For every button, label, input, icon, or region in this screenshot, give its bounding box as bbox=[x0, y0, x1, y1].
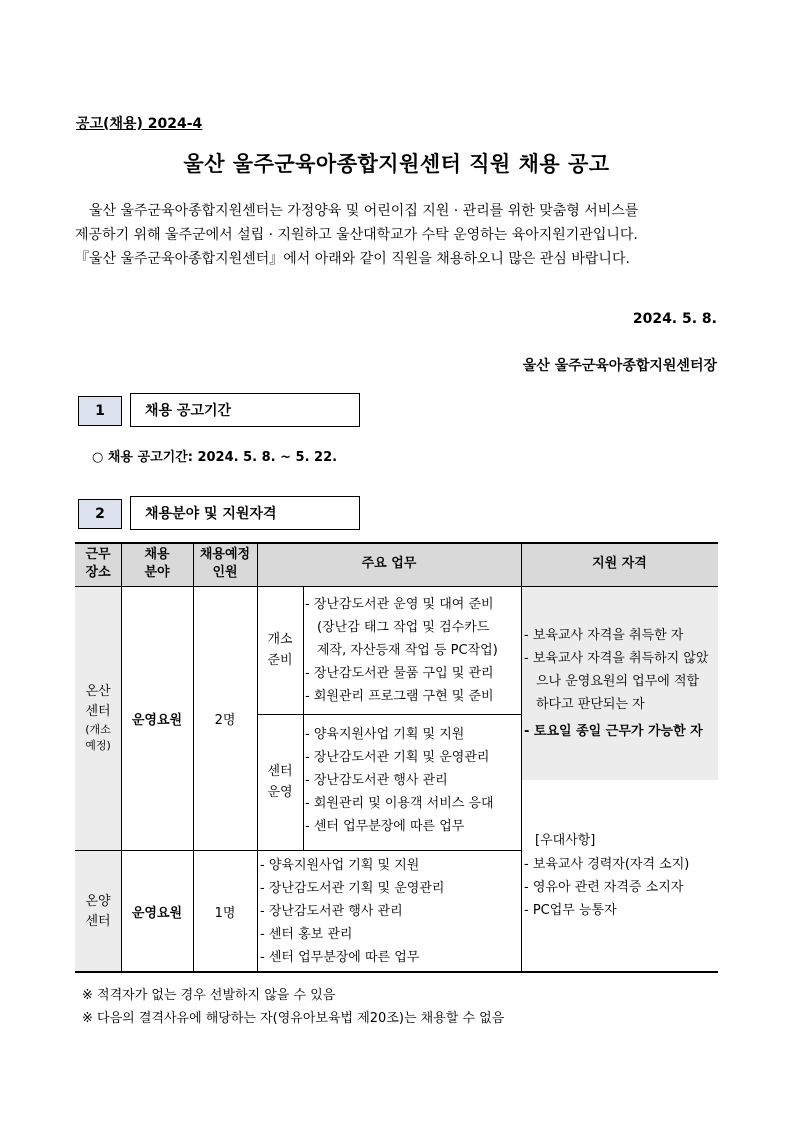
header-duties: 주요 업무 bbox=[257, 542, 521, 586]
duties-onyang bbox=[260, 854, 444, 969]
duty-item: - 장난감도서관 운영 및 대여 준비 bbox=[305, 597, 494, 612]
qual-item: - 영유아 관련 자격증 소지자 bbox=[524, 880, 684, 895]
duty-item: - 센터 홍보 관리 bbox=[260, 927, 353, 942]
table-rule bbox=[193, 542, 194, 973]
duty-item: - 장난감도서관 물품 구입 및 관리 bbox=[305, 666, 494, 681]
section-title: 채용 공고기간 bbox=[130, 393, 360, 427]
footnote: ※ 다음의 결격사유에 해당하는 자(영유아보육법 제20조)는 채용할 수 없음 bbox=[82, 1011, 505, 1026]
table-rule bbox=[121, 542, 122, 973]
table-rule bbox=[521, 542, 522, 973]
footnote: ※ 적격자가 없는 경우 선발하지 않을 수 있음 bbox=[82, 988, 336, 1003]
place-note: 예정) bbox=[85, 739, 111, 752]
issue-date: 2024. 5. 8. bbox=[632, 311, 717, 327]
place-text: 온산 bbox=[85, 684, 111, 699]
subcategory-text: 운영 bbox=[267, 785, 293, 800]
qual-item: - 토요일 종일 근무가 가능한 자 bbox=[524, 724, 703, 739]
subcategory-opening bbox=[257, 586, 303, 714]
qual-item: - 보육교사 경력자(자격 소지) bbox=[524, 857, 690, 872]
count-onsan: 2명 bbox=[214, 712, 236, 728]
duty-item: (장난감 태그 작업 및 검수카드 bbox=[317, 620, 490, 635]
field-onsan: 운영요원 bbox=[131, 712, 183, 728]
recruitment-table bbox=[75, 542, 718, 973]
header-text: 채용 bbox=[144, 547, 170, 562]
header-text: 채용예정 bbox=[199, 547, 251, 562]
table-rule bbox=[257, 542, 258, 973]
place-text: 센터 bbox=[85, 913, 111, 929]
subcategory-text: 준비 bbox=[267, 653, 293, 668]
duty-item: - 장난감도서관 기획 및 운영관리 bbox=[305, 750, 490, 765]
header-text: 장소 bbox=[85, 565, 111, 580]
page-title: 울산 울주군육아종합지원센터 직원 채용 공고 bbox=[183, 152, 610, 176]
qual-item: - 보육교사 자격을 취득한 자 bbox=[524, 628, 684, 643]
header-quals: 지원 자격 bbox=[521, 542, 718, 586]
place-text: 센터 bbox=[85, 704, 111, 719]
footnotes bbox=[82, 984, 504, 1030]
duty-item: - 센터 업무분장에 따른 업무 bbox=[260, 950, 420, 965]
table-rule bbox=[257, 714, 521, 715]
notice-number: 공고(채용) 2024-4 bbox=[76, 116, 203, 132]
duties-opening bbox=[305, 593, 498, 708]
issuer-signature: 울산 울주군육아종합지원센터장 bbox=[522, 358, 717, 374]
quals-preferred-title: [우대사항] bbox=[535, 833, 596, 848]
duty-item: - 장난감도서관 행사 관리 bbox=[260, 904, 403, 919]
section-title: 채용분야 및 지원자격 bbox=[130, 496, 360, 530]
section-number: 1 bbox=[78, 396, 122, 426]
subcategory-text: 센터 bbox=[267, 764, 293, 779]
duty-item: - 양육지원사업 기획 및 지원 bbox=[260, 858, 420, 873]
intro-line: 울산 울주군육아종합지원센터는 가정양육 및 어린이집 지원 · 관리를 위한 맞춤형 서비스를 bbox=[89, 203, 639, 219]
intro-line: 제공하기 위해 울주군에서 설립 · 지원하고 울산대학교가 수탁 운영하는 육아지원기관입니다. bbox=[75, 227, 638, 243]
place-text: 온양 bbox=[85, 893, 111, 909]
table-rule bbox=[75, 586, 718, 587]
quals-preferred bbox=[524, 853, 689, 922]
header-field bbox=[121, 542, 193, 586]
intro-paragraph bbox=[75, 199, 720, 271]
intro-line: 『울산 울주군육아종합지원센터』에서 아래와 같이 직원을 채용하오니 많은 관심 바랍니다. bbox=[75, 251, 630, 267]
table-border-bottom bbox=[75, 971, 718, 973]
duty-item: - 양육지원사업 기획 및 지원 bbox=[305, 727, 465, 742]
section-number: 2 bbox=[78, 499, 122, 529]
header-place bbox=[75, 542, 121, 586]
table-border-top bbox=[75, 542, 718, 544]
qual-item: 하다고 판단되는 자 bbox=[536, 697, 645, 712]
header-count bbox=[193, 542, 257, 586]
table-rule bbox=[75, 850, 521, 851]
duty-item: - 장난감도서관 기획 및 운영관리 bbox=[260, 881, 445, 896]
quals-required bbox=[524, 624, 708, 743]
subcategory-operation bbox=[257, 714, 303, 850]
table-rule bbox=[303, 586, 304, 850]
header-text: 분야 bbox=[144, 565, 170, 580]
count-onyang: 1명 bbox=[214, 906, 236, 921]
duty-item: 제작, 자산등재 작업 등 PC작업) bbox=[317, 643, 498, 658]
duty-item: - 장난감도서관 행사 관리 bbox=[305, 773, 448, 788]
duty-item: - 회원관리 및 이용객 서비스 응대 bbox=[305, 796, 494, 811]
header-text: 근무 bbox=[85, 547, 111, 562]
field-onyang: 운영요원 bbox=[131, 906, 183, 921]
subcategory-text: 개소 bbox=[267, 632, 293, 647]
qual-item: - PC업무 능통자 bbox=[524, 903, 617, 918]
qual-item: 으나 운영요원의 업무에 적합 bbox=[536, 674, 700, 689]
duties-operation bbox=[305, 723, 494, 838]
place-onyang bbox=[75, 850, 121, 973]
duty-item: - 센터 업무분장에 따른 업무 bbox=[305, 819, 465, 834]
place-note: (개소 bbox=[85, 723, 111, 736]
recruitment-period: ○ 채용 공고기간: 2024. 5. 8. ~ 5. 22. bbox=[92, 450, 338, 465]
qual-item: - 보육교사 자격을 취득하지 않았 bbox=[524, 651, 709, 666]
header-text: 인원 bbox=[212, 565, 238, 580]
place-onsan bbox=[75, 586, 121, 850]
duty-item: - 회원관리 프로그램 구현 및 준비 bbox=[305, 689, 494, 704]
